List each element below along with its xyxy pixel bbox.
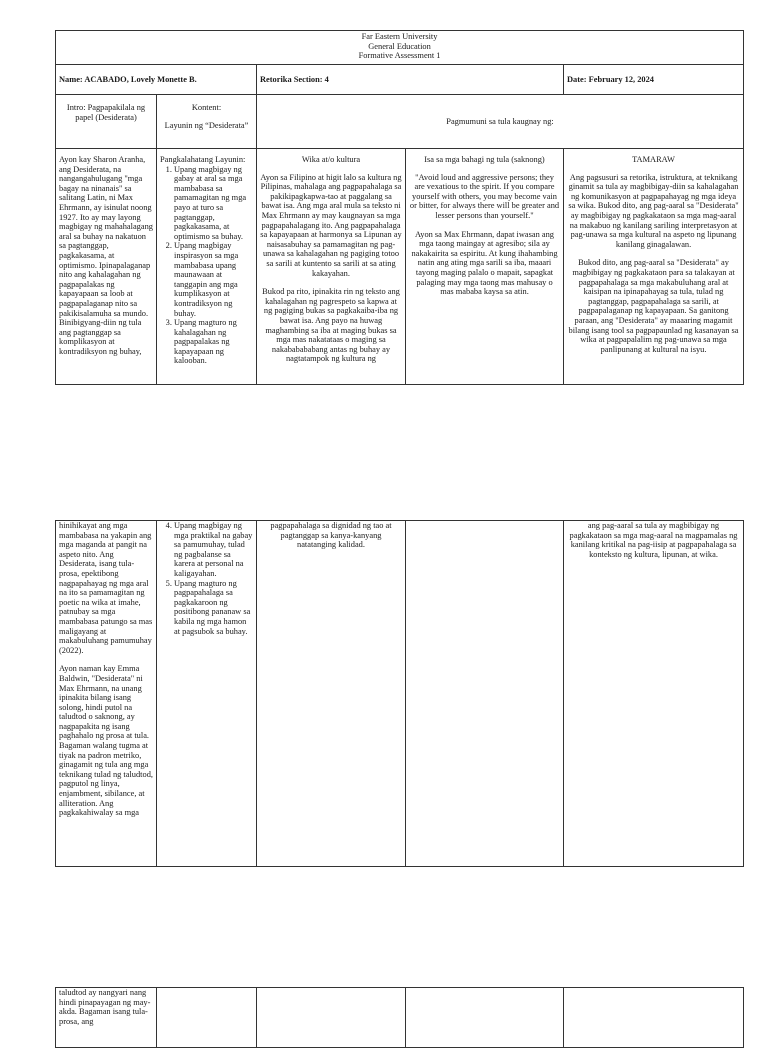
tamaraw-column-header: TAMARAW: [632, 155, 675, 164]
tamaraw-paragraph: Bukod dito, ang pag-aaral sa "Desiderata" ay magbibigay ng pagkakataon para sa talakayan at pagpapahalaga sa mga makabuluhang aral at kaisipan na ipinapahayag sa tula, tulad ng pagtanggap, pagpapahalaga sa sarili, at pagpapalaganap ng kapayapaan. Sa ganitong paraan, ang "Desiderata" ay maaaring magamit bilang isang tool sa pagpapaunlad ng kasanayan sa wika at pagpapalalim ng pag-unawa sa mga panlipunang at kultural na isyu.: [568, 258, 739, 354]
page-3: [0, 980, 768, 1024]
tamaraw-cell: [564, 988, 744, 1048]
kontent-label: Kontent:: [191, 103, 222, 112]
intro-cell: taludtod ay nangyari nang hindi pinapayagan ng may-akda. Bagaman isang tula-prosa, ang: [56, 988, 157, 1048]
assessment-table-continued: [55, 987, 744, 1048]
bahagi-paragraph: Ayon sa Max Ehrmann, dapat iwasan ang mga taong maingay at agresibo; sila ay nakakairita sa espiritu. At kung ihahambing natin ang ating mga sarili sa iba, maaari tayong maging palalo o mapait, sapagkat palaging may mga taong mas mahusay o mas mababa kaysa sa atin.: [411, 229, 558, 297]
bahagi-column-header: Isa sa mga bahagi ng tula (saknong): [424, 155, 545, 164]
header-cell: [56, 31, 744, 65]
tamaraw-paragraph: Ang pagsusuri sa retorika, istruktura, at teknikang ginamit sa tula ay magbibigay-diin sa kahalagahan ng komunikasyon at pagpapahayag ng mga ideya sa wika. Bukod dito, ang pag-aaral sa "Desiderata" ay magbibigay ng pagkakataon sa mga mag-aaral na makabuo ng kanilang sariling interpretasyon at pag-unawa sa mga kultural na aspeto ng lipunang kanilang ginagalawan.: [568, 172, 739, 249]
section-cell: Retorika Section: 4: [257, 65, 564, 95]
wika-paragraph: Ayon sa Filipino at higit lalo sa kultura ng Pilipinas, mahalaga ang pagpapahalaga sa pakikipagkapwa-tao at paggalang sa bawat isa. Ang mga aral mula sa teksto ni Max Ehrmann ay may kaugnayan sa mga pagpapahalagang ito. Ang pagpapahalaga sa kapayapaan at harmonya sa Lipunan ay naisasabuhay sa pamamagitan ng pag-unawa sa kahalagahan ng pagiging totoo sa sarili at kuntento sa sarili at sa ating kakayahan.: [260, 172, 402, 278]
wika-cell: pagpapahalaga sa dignidad ng tao at pagtanggap sa kanya-kanyang natatanging kalidad.: [257, 521, 406, 867]
bahagi-cell: [406, 988, 564, 1048]
kontent-item: 3. Upang magturo ng kahalagahan ng pagpapalakas ng kapayapaan ng kalooban.: [174, 318, 253, 366]
name-value: ACABADO, Lovely Monette B.: [84, 74, 197, 84]
page-1: [0, 0, 768, 420]
tamaraw-cell: [564, 149, 744, 385]
kontent-cell: [157, 521, 257, 867]
kontent-item: 1. Upang magbigay ng gabay at aral sa mga mambabasa sa pamamagitan ng mga payo at turo sa pagtanggap, pagkakasama, at optimismo sa buhay.: [174, 165, 253, 242]
kontent-heading: Pangkalahatang Layunin:: [160, 155, 246, 164]
assessment-title: Formative Assessment 1: [358, 51, 441, 61]
bahagi-cell: [406, 521, 564, 867]
student-name-cell: [56, 65, 257, 95]
kontent-cell: [157, 988, 257, 1048]
kontent-item: 4. Upang magbigay ng mga praktikal na gabay sa pamumuhay, tulad ng pagbalanse sa karera at personal na kaligayahan.: [174, 521, 253, 579]
tamaraw-cell: ang pag-aaral sa tula ay magbibigay ng pagkakataon sa mga mag-aaral na magpamalas ng kanilang kritikal na pag-iisip at pagpapahalaga sa konteksto ng kultura, lipunan, at wika.: [564, 521, 744, 867]
bahagi-cell: [406, 149, 564, 385]
intro-cell: [56, 149, 157, 385]
intro-paragraph: Ayon naman kay Emma Baldwin, "Desiderata" ni Max Ehrmann, na unang ipinakita bilang isang solong, hindi putol na taludtod o saknong, ay nagpapakita ng isang paghahalo ng prosa at tula. Bagaman walang tugma at tiyak na padron metriko, ginagamit ng tula ang mga teknikang tulad ng taludtod, pagputol ng linya, enjambment, sibilance, at alliteration. Ang pagkakahiwalay sa mga: [59, 664, 153, 818]
date-cell: Date: February 12, 2024: [564, 65, 744, 95]
intro-paragraph: hinihikayat ang mga mambabasa na yakapin ang mga maganda at pangit na aspeto nito. Ang Desiderata, isang tula-prosa, epektibong nagpapahayag ng mga aral na ito sa pamamagitan ng poetic na wika at imahe, patnubay sa mga mambabasa patungo sa mas maligayang at makabuluhang pamumuhay (2022).: [59, 521, 153, 655]
kontent-item: 5. Upang magturo ng pagpapahalaga sa pagkakaroon ng positibong pananaw sa kabila ng mga hamon at pagsubok sa buhay.: [174, 579, 253, 637]
wika-cell: [257, 149, 406, 385]
page-2: [0, 420, 768, 980]
wika-paragraph: Bukod pa rito, ipinakita rin ng teksto ang kahalagahan ng pagrespeto sa kapwa at ng pagiging bukas sa pagkakaiba-iba ng bawat isa. Ang payo na huwag maghambing sa iba at maging bukas sa mga mas nakatataas o maging sa nakababababang antas ng buhay ay nagtatampok ng kultura ng: [262, 287, 400, 364]
kontent-item: 2. Upang magbigay inspirasyon sa mga mambabasa upang maunawaan at tanggapin ang mga kumplikasyon at kontradiksyon ng buhay.: [174, 241, 253, 318]
intro-cell: [56, 521, 157, 867]
pagmumuni-header: Pagmumuni sa tula kaugnay ng:: [257, 95, 744, 149]
name-label: Name:: [59, 74, 83, 84]
intro-text: Ayon kay Sharon Aranha, ang Desiderata, na nangangahulugang "mga bagay na ninanais" sa salitang Latin, ni Max Ehrmann, ay isinulat noong 1927. Ito ay may layong magbigay ng mahahalagang aral sa buhay na nakatuon sa pagtanggap, pagkakasama, at optimismo. Ipinapalaganap nito ang kahalagahan ng pagpapalakas ng kapayapaan sa loob at pagpapalaganap nito sa pakikisalamuha sa mundo. Binibigyang-diin ng tula ang pagtanggap sa komplikasyon at kontradiksyon ng buhay,: [59, 155, 153, 356]
wika-cell: [257, 988, 406, 1048]
quoted-stanza: "Avoid loud and aggressive persons; they are vexatious to the spirit. If you compare yourself with others, you may become vain or bitter, for always there will be greater and lesser persons than yourself.": [409, 172, 560, 220]
assessment-table: [55, 30, 744, 385]
kontent-cell: [157, 149, 257, 385]
kontent-sub-label: Layunin ng “Desiderata”: [164, 120, 249, 130]
assessment-table-continued: [55, 520, 744, 867]
wika-column-header: Wika at/o kultura: [301, 155, 361, 164]
department-name: General Education: [368, 41, 431, 51]
institution-name: Far Eastern University: [361, 32, 438, 41]
kontent-column-header: [157, 95, 257, 149]
intro-column-header: Intro: Pagpapakilala ng papel (Desiderata): [56, 95, 157, 149]
